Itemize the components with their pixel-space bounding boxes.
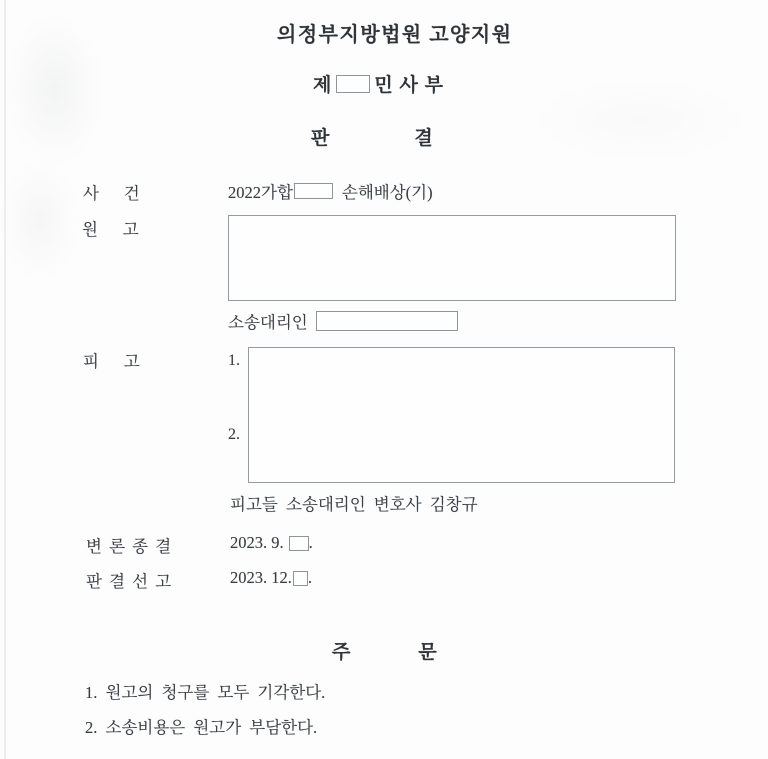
closing-date-redaction-box	[289, 536, 309, 551]
case-number-prefix: 2022가합	[228, 183, 293, 202]
case-label: 사 건	[83, 184, 140, 203]
order-item: 2. 소송비용은 원고가 부담한다.	[85, 718, 318, 737]
closing-date-suffix: .	[308, 533, 313, 552]
closing-date-value	[230, 533, 313, 553]
sentencing-date-label: 판 결 선 고	[86, 572, 173, 591]
case-value	[228, 179, 433, 203]
closing-date-label: 변 론 종 결	[86, 537, 173, 556]
order-heading-left: 주	[332, 642, 351, 663]
defendant-label: 피 고	[83, 352, 140, 371]
order-heading-right: 문	[418, 642, 437, 663]
defendants-attorney-line: 피고들 소송대리인 변호사 김창규	[230, 495, 478, 514]
court-name: 의정부지방법원 고양지원	[277, 24, 513, 46]
panel-prefix: 제	[313, 75, 333, 96]
case-type: 손해배상(기)	[341, 183, 433, 202]
order-item: 1. 원고의 청구를 모두 기각한다.	[85, 683, 326, 702]
judgment-heading	[311, 123, 433, 150]
defendant-item2-marker: 2.	[228, 426, 240, 443]
case-number-redaction-box	[294, 183, 333, 199]
judgment-heading-right: 결	[414, 128, 433, 149]
plaintiff-attorney-redaction-box	[316, 311, 458, 331]
sentencing-date-prefix: 2023. 12.	[230, 568, 292, 587]
order-heading	[332, 637, 437, 664]
defendant-redaction-box	[248, 347, 675, 483]
scan-edge-artifact	[4, 0, 6, 759]
closing-date-prefix: 2023. 9.	[230, 533, 284, 552]
defendant-item1-marker: 1.	[228, 352, 240, 369]
panel-suffix: 민 사 부	[374, 75, 444, 96]
judgment-heading-left: 판	[311, 128, 330, 149]
sentencing-date-suffix: .	[307, 568, 312, 587]
sentencing-date-redaction-box	[293, 571, 308, 586]
plaintiff-redaction-box	[228, 215, 676, 301]
panel-line	[313, 70, 444, 97]
panel-number-redaction-box	[336, 75, 370, 93]
sentencing-date-value	[230, 568, 312, 588]
plaintiff-attorney-row	[228, 309, 458, 333]
plaintiff-attorney-label: 소송대리인	[228, 313, 308, 332]
plaintiff-label: 원 고	[82, 220, 139, 239]
